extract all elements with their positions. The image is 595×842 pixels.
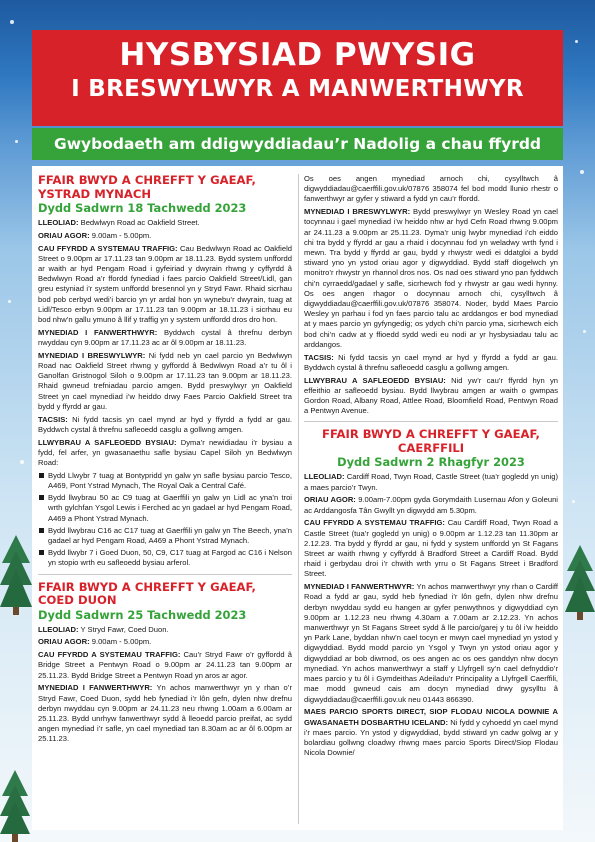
paragraph [304,707,558,758]
section-date-ystrad-mynach: Dydd Sadwrn 18 Tachwedd 2023 [38,201,247,215]
left-column [38,174,292,747]
paragraph [38,438,292,469]
snowflake [20,460,24,464]
paragraph-text: Yn achos manwerthwyr yny rhan o Cardiff Road a fydd ar gau, sydd heb fynediad i’r lôn gefn, dylen nhw drefnu derbyn nwyddau sydd eu hangen ar gyfer penwythnos y digwyddiad cyn 9.00pm ar 1.12.23 neu rhwng 4.30am a 7.00am ar 2.12.23. Yn achos manwerthwyr yn St Fagans Street sydd â lle parcio/garej y tu ôl i’w heiddo yn Park Lane, byddan nhw’n cael tocyn er mwyn cael mynediad yn ystod y digwyddiad. Bydd modd parcio yn Ysgol y Twyn yn ystod oriau agor y digwyddiad ar bob diwrnod, os oes angen ac os oes ganddyn nhw docyn mynediad. Yn achos manwerthwyr a staff y Llyfrgell sy’n cael defnyddio’r maes parcio y tu ôl i Gymdeithas Adeiladu’r Principality a Llyfrgell Caerffili, mae modd gwneud cais am docyn mynediad drwy gysylltu â digwyddiadau@caerffili.gov.uk neu 01443 866390. [304,582,558,704]
paragraph [38,244,292,326]
column-divider [298,174,299,824]
paragraph-text: 9.00am-7.00pm gyda Gorymdaith Lusernau Afon y Goleuni ac Arddangosfa Tân Gwyllt yn digwydd am 5.30pm. [304,495,558,515]
paragraph-text: Cardiff Road, Twyn Road, Castle Street (tua’r gogledd yn unig) a maes parcio’r Twyn. [304,472,558,492]
paragraph-label: MYNEDIAD I BRESWYLWYR: [38,350,146,360]
christmas-tree-left-icon [0,535,32,615]
paragraph-label: ORIAU AGOR: [38,230,90,240]
section-separator [304,421,558,422]
snowflake [580,170,584,174]
paragraph [304,174,558,205]
page-title-line2: I BRESWYLWYR A MANWERTHWYR [71,76,524,102]
paragraph-label: CAU FFYRDD A SYSTEMAU TRAFFIG: [38,243,178,253]
snowflake [583,330,586,333]
snowflake [575,40,578,43]
paragraph-text: Ni fydd tacsis yn cael mynd ar hyd y ffyrdd a fydd ar gau. Byddwch cystal â threfnu safleoedd casglu a gollwng amgen. [304,352,558,372]
paragraph-label: MAES PARCIO SPORTS DIRECT, SIOP FLODAU NICOLA DOWNIE A GWASANAETH DOSBARTHU ICELAND: [304,707,558,727]
paragraph-text: Ni fydd tacsis yn cael mynd ar hyd y ffyrdd a fydd ar gau. Byddwch cystal â threfnu safleoedd casglu a gollwng amgen. [38,414,292,434]
paragraph-text: Ni fydd neb yn cael parcio yn Bedwlwyn Road nac Oakfield Street rhwng y gyffordd â Bedwlwyn Road a’r tu ôl i Ganolfan Gristnogol Siloh o 9.00pm ar 17.11.23 tan 9.00pm ar 18.11.23. Rhaid gwneud trefniadau parcio amgen. Bydd preswylwyr yn Oakfield Street yn cael mynediad i’w heiddo drwy Faes Parcio Oakfield Street tra bydd y ffyrdd ar gau. [38,350,292,411]
paragraph [304,376,558,417]
paragraph [304,353,558,373]
paragraph-label: LLEOLIAD: [304,472,345,482]
paragraph-text: Yn achos manwerthwyr yn y rhan o’r Stryd Fawr, Coed Duon, sydd heb fynediad i’r lôn gefn, dylen nhw drefnu derbyn nwyddau cyn 9.00pm ar 24.11.23 neu rhwng 1.00am a 6.00am ar 25.11.23. Bydd unrhyw fanwerthwyr sydd â lleoedd parcio preifat, ac sydd angen mynediad i’r safle, yn cael mynediad tan 8.30am ac ar ôl 6.00pm ar 25.11.23. [38,683,292,744]
list-item: Bydd Llwybr 7 tuag at Bontypridd yn galw yn safle bysiau parcio Tesco, A469, Pont Ystrad Mynach, The Royal Oak a Central Café. [38,471,292,491]
paragraph [38,637,292,647]
snowflake [572,500,575,503]
section-title-caerffili: FFAIR BWYD A CHREFFT Y GAEAF, CAERFFILI [322,427,540,455]
paragraph-text: Os oes angen mynediad arnoch chi, cysylltwch â digwyddiadau@caerffili.gov.uk/07876 358074 fel bod modd llunio rhestr o fanwerthwyr ar gyfer y stiward a fydd yn cau’r ffordd. [304,174,558,204]
list-item: Bydd llwybr 7 i Goed Duon, 50, C9, C17 tuag at Fargod ac C16 i Nelson yn stopio wrth eu safleoedd bysiau arferol. [38,548,292,568]
paragraph-text: Cau Bedwlwyn Road ac Oakfield Street o 9.00pm ar 17.11.23 tan 9.00pm ar 18.11.23. Bydd system unffordd ar waith ar hyd Pengam Road i gyfeiriad y dwyrain rhwng y cyffyrdd â Bedwlwyn Road a’r ffordd fynediad i faes parcio Oakfield Street/Lidl, gan greu estyniad i’r system unffordd bresennol yn y Stryd Fawr. Rhaid sicrhau bod pob cerbyd wedi’i barcio yn yr ardal hon yn wynebu’r dwyrain, tuag at Lidl/Tesco erbyn 9.00pm ar 17.11.23 tan 9.00pm ar 18.11.23 i sicrhau eu bod nhw’n gallu ymuno â llif y traffig yn y system unffordd dros dro hon. [38,243,292,325]
paragraph [38,415,292,435]
paragraph-text: 9.00am - 5.00pm. [91,230,152,240]
page-subtitle: Gwybodaeth am ddigwyddiadau’r Nadolig a chau ffyrdd [32,128,563,160]
paragraph-label: LLEOLIAD: [38,218,79,227]
paragraph-label: ORIAU AGOR: [304,495,356,505]
paragraph-text: Nid yw’r cau’r ffyrdd hyn yn effeithio ar safleoedd bysiau. Bydd llwybrau amgen ar waith o gwmpas Gordon Road, Albany Road, Attlee Road, Bloomfield Road, Pentwyn Road a Pentwyn Avenue. [304,375,558,416]
paragraph [38,218,292,228]
paragraph-text: Cau’r Stryd Fawr o’r gyffordd â Bridge Street a Pentwyn Road o 9.00pm ar 24.11.23 tan 9.00pm ar 25.11.23. Bydd Bridge Street a Pentwyn Road yn aros ar agor. [38,650,292,680]
snowflake [8,300,11,303]
page-header [32,30,563,126]
paragraph [304,518,558,579]
paragraph [38,625,292,635]
paragraph-text: Bydd preswylwyr yn Wesley Road yn cael tocynnau i gael mynediad i’w heiddo nhw ar hyd Cefn Road rhwng 9.00pm ar 24.11.23 a 9.00pm ar 25.11.23. Dyma’r unig lwybr mynediad i’ch eiddo chi tra bydd y ffyrdd ar gau a rhaid i docynnau fod yn weladwy wrth fynd i mewn. Tra bydd y ffyrdd ar gau, bydd y rhwystr wedi ei ddatgloi a bydd stiward yno yn ystod oriau agor y digwyddiad. Bydd staff diogelwch yn monitro’r rhwystr yn rhannol dros nos. Os nad oes stiward yno pan fyddwch chi’n cyrraedd/gadael y safle, sicrhewch fod y rhwystr ar gau wedi hynny. Os oes angen rhagor o docynnau arnoch chi, cysylltwch â digwyddiadau@caerffili.gov.uk/07876 358074. Noder, bydd Maes Parcio Wesley yn parhau i fod yn faes parcio talu ac arddangos er bod mynediad at y maes parcio yn gyfyngedig; os ydych chi’n parcio yma, sicrhewch eich bod chi’n cadw at y ffioedd sydd wedi eu nodi ar yr hysbysiadau talu ac arddangos. [304,207,558,349]
paragraph-text: Y Stryd Fawr, Coed Duon. [80,624,169,634]
paragraph-label: MYNEDIAD I FANWERTHWYR: [304,582,415,592]
paragraph-label: LLWYBRAU A SAFLEOEDD BYSIAU: [38,437,177,447]
paragraph-label: ORIAU AGOR: [38,637,90,647]
paragraph-label: MYNEDIAD I FANWERTHWYR: [38,327,158,337]
page-title: HYSBYSIAD PWYSIG [119,37,476,73]
paragraph [38,328,292,348]
paragraph-label: CAU FFYRDD A SYSTEMAU TRAFFIG: [38,650,181,660]
paragraph-text: Ni fydd y cyhoedd yn cael mynd i’r maes parcio. Yn ystod y digwyddiad, bydd stiward yn cadw golwg ar y bolardiau gollwng cloadwy rhwng maes parcio Sports Direct/Siop Flodau Nicola Downie/ [304,717,558,758]
paragraph [304,472,558,492]
content-panel [32,166,563,830]
paragraph-text: Dyma’r newidiadau i’r bysiau a fydd, fel arfer, yn gwasanaethu safle bysiau Capel Siloh yn Bedwlwyn Road: [38,437,292,468]
paragraph-label: LLEOLIAD: [38,624,79,634]
paragraph-label: TACSIS: [304,352,334,362]
snowflake [15,140,18,143]
christmas-tree-right-icon [565,545,595,620]
section-title-ystrad-mynach: FFAIR BWYD A CHREFFT Y GAEAF, YSTRAD MYNACH [38,173,256,201]
christmas-tree-bottom-icon [0,770,30,842]
bus-route-list [38,471,292,569]
paragraph [304,495,558,515]
list-item: Bydd llwybrau 50 ac C9 tuag at Gaerffili yn galw yn Lidl ac yna’n troi wrth gylchfan Ysgol Lewis i Ferched ac yn gadael ar hyd Pengam Road, A469 a Phont Ystrad Mynach. [38,493,292,524]
paragraph [304,582,558,704]
snowflake [10,20,14,24]
section-title-coed-duon: FFAIR BWYD A CHREFFT Y GAEAF, COED DUON [38,579,256,608]
paragraph-label: MYNEDIAD I FANWERTHWYR: [38,683,153,693]
paragraph-label: LLWYBRAU A SAFLEOEDD BYSIAU: [304,375,446,385]
paragraph-text: 9.00am - 5.00pm. [91,637,152,647]
paragraph-label: CAU FFYRDD A SYSTEMAU TRAFFIG: [304,518,445,528]
right-column [304,174,558,761]
paragraph-label: MYNEDIAD I BRESWYLWYR: [304,207,411,217]
paragraph-label: TACSIS: [38,414,68,424]
paragraph [38,231,292,241]
paragraph [38,650,292,681]
paragraph [38,683,292,744]
paragraph [304,207,558,350]
list-item: Bydd llwybrau C16 ac C17 tuag at Gaerffili yn galw yn The Beech, yna’n gadael ar hyd Pengam Road, A469 a Phont Ystrad Mynach. [38,526,292,546]
paragraph-text: Byddwch cystal â threfnu derbyn nwyddau cyn 9.00pm ar 17.11.23 ac ar ôl 9.00pm ar 18.11.23. [38,327,292,348]
section-separator [38,574,292,575]
section-date-caerffili: Dydd Sadwrn 2 Rhagfyr 2023 [337,455,525,470]
paragraph-text: Cau Cardiff Road, Twyn Road a Castle Street (tua’r gogledd yn unig) o 9.00pm ar 1.12.23 tan 11.30pm ar 2.12.23. Tra bydd y ffyrdd ar gau, ni fydd y system unffordd yn St Fagans Street ar waith rhwng y cyffyrdd â Bradford Street a Cardiff Road. Bydd rhaid i gerbydau droi i’r chwith wrth yrru o St Fagans Street i Bradford Street. [304,518,558,579]
paragraph [38,351,292,412]
paragraph-text: Bedwlwyn Road ac Oakfield Street. [80,218,200,227]
section-date-coed-duon: Dydd Sadwrn 25 Tachwedd 2023 [38,607,247,622]
